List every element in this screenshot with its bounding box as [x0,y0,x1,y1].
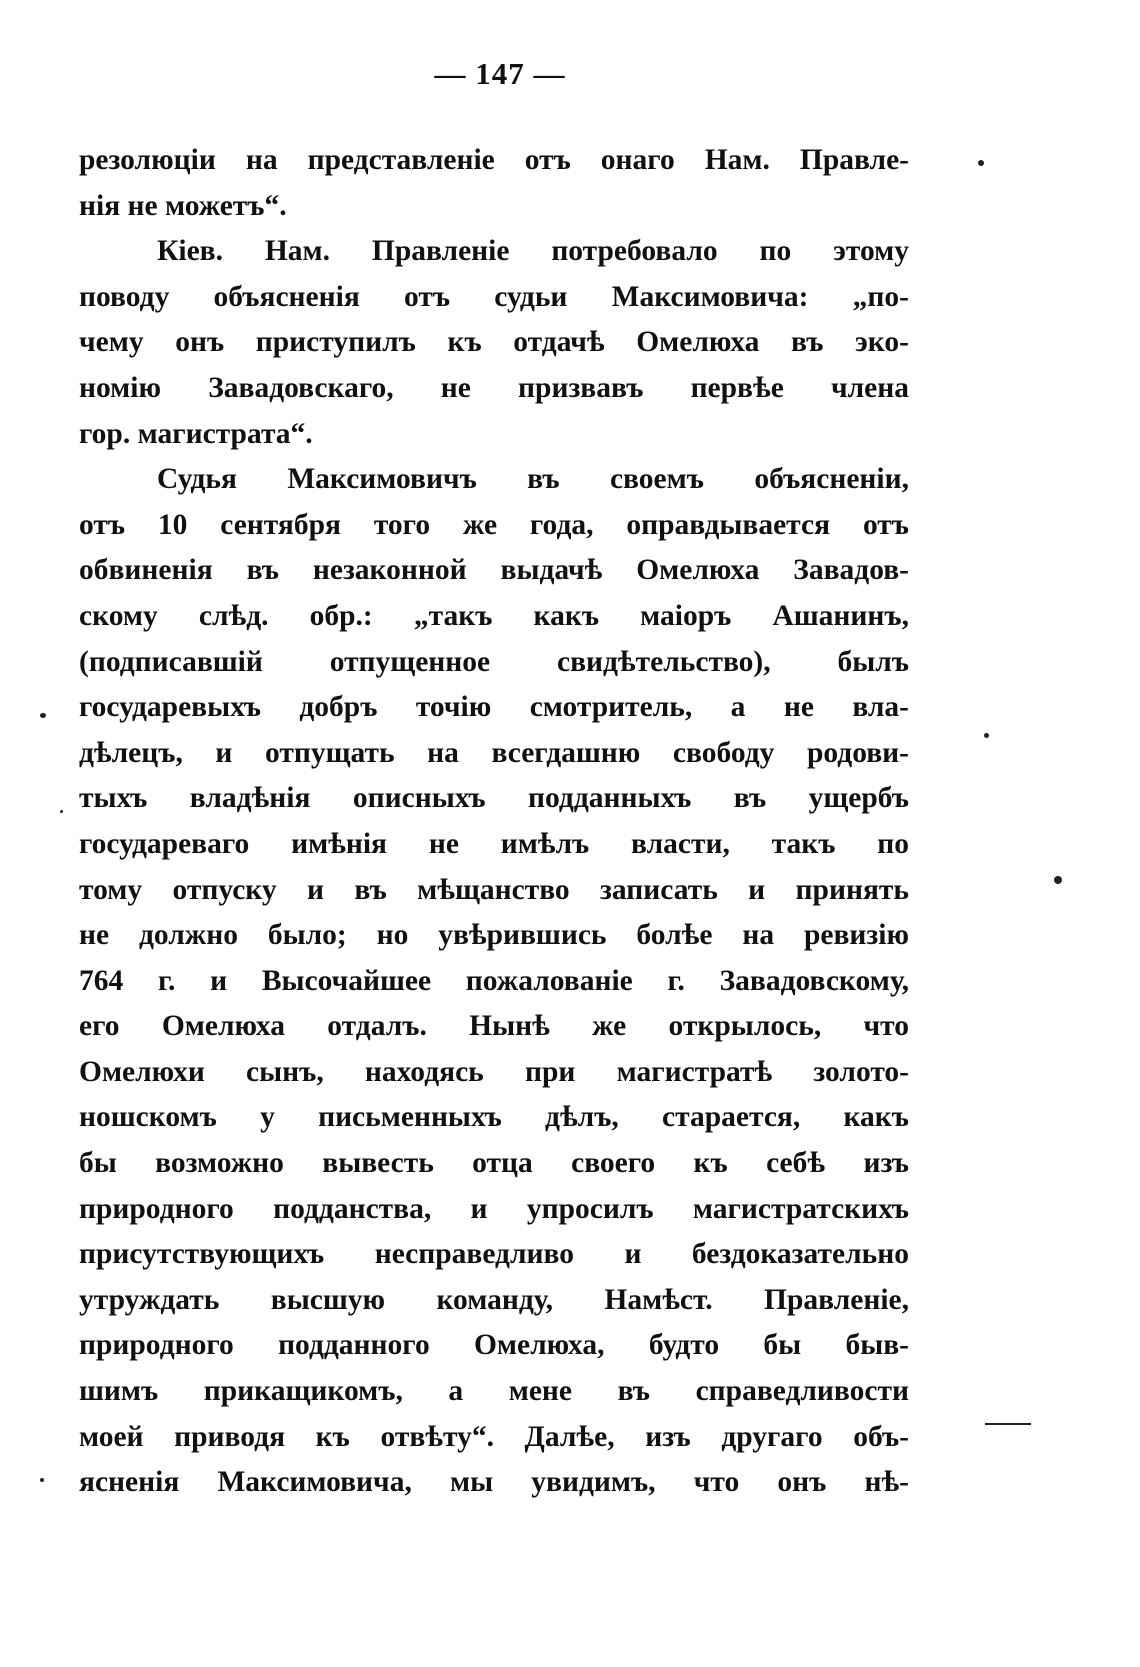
text-line: номію Завадовскаго, не призвавъ первѣе члена [79,371,909,404]
ink-speck [40,713,46,718]
text-line: бы возможно вывесть отца своего къ себѣ изъ [79,1147,909,1180]
text-line: шимъ прикащикомъ, а мене въ справедливости [79,1375,909,1408]
text-line: скому слѣд. обр.: „такъ какъ маіоръ Ашанинъ, [79,599,909,632]
text-line: поводу объясненія отъ судьи Максимовича: „по- [79,280,909,313]
body-text [79,138,909,1506]
text-line: отъ 10 сентября того же года, оправдывается отъ [79,508,909,541]
text-line: ношскомъ у письменныхъ дѣлъ, старается, какъ [79,1101,909,1134]
text-line: Кіев. Нам. Правленіе потребовало по этому [157,235,909,268]
text-line: дѣлецъ, и отпущать на всегдашню свободу родови- [79,736,909,769]
page-number: — 147 — [434,56,566,91]
text-line: обвиненія въ незаконной выдачѣ Омелюха Завадов- [79,554,909,587]
text-line: государевыхъ добръ точію смотритель, а не вла- [79,691,909,724]
text-line: резолюціи на представленіе отъ онаго Нам. Правле- [79,144,909,176]
text-line: гор. магистрата“. [79,417,313,450]
text-line: нія не можетъ“. [79,189,287,222]
ink-speck [60,810,63,813]
ink-speck [1054,876,1062,884]
text-line: не должно было; но увѣрившись болѣе на ревизію [79,919,909,952]
text-line: государеваго имѣнія не имѣлъ власти, такъ по [79,827,909,860]
text-line: тому отпуску и въ мѣщанство записать и принять [79,873,909,906]
text-line: утруждать высшую команду, Намѣст. Правленіе, [79,1283,909,1316]
text-line: природного подданного Омелюха, будто бы быв- [79,1329,909,1362]
ink-speck [978,160,984,166]
text-line: ясненія Максимовича, мы увидимъ, что онъ нѣ- [79,1466,909,1499]
text-line: моей приводя къ отвѣту“. Далѣе, изъ другаго объ- [79,1420,909,1453]
text-line: (подписавшій отпущенное свидѣтельство), былъ [79,645,909,678]
text-line: присутствующихъ несправедливо и бездоказательно [79,1238,909,1271]
text-line: природного подданства, и упросилъ магистратскихъ [79,1192,909,1225]
text-line: 764 г. и Высочайшее пожалованіе г. Завадовскому, [79,964,909,997]
text-line: Омелюхи сынъ, находясь при магистратѣ золото- [79,1055,909,1088]
ink-speck [984,733,989,738]
text-line: чему онъ приступилъ къ отдачѣ Омелюха въ эко- [79,326,909,359]
ink-speck [40,1478,44,1482]
text-line: Судья Максимовичъ въ своемъ объясненіи, [157,463,909,496]
text-line: его Омелюха отдалъ. Нынѣ же открылось, что [79,1010,909,1043]
text-line: тыхъ владѣнія описныхъ подданныхъ въ ущербъ [79,782,909,815]
margin-rule [985,1423,1031,1425]
